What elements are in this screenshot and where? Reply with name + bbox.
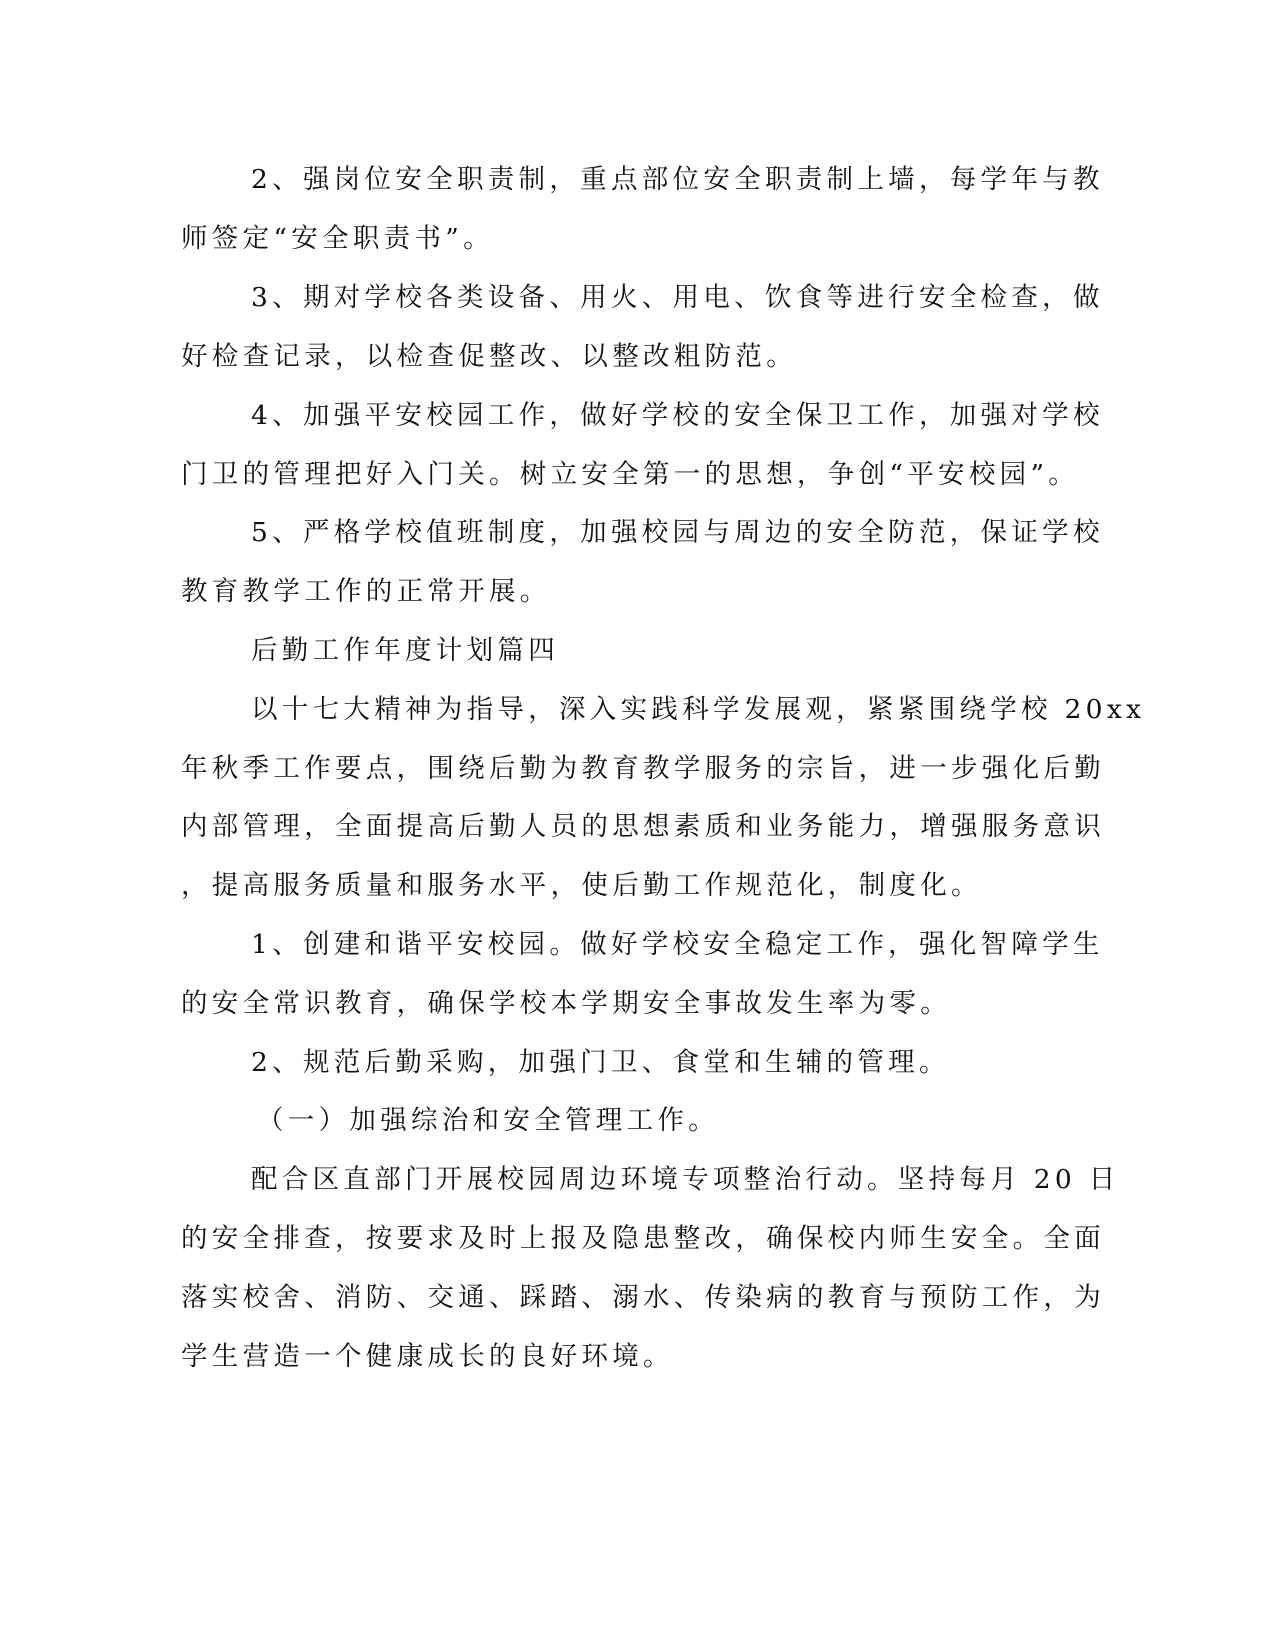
sub-heading: （一）加强综治和安全管理工作。	[257, 1105, 719, 1136]
paragraph-line: 教育教学工作的正常开展。	[181, 576, 551, 607]
paragraph-line: 年秋季工作要点，围绕后勤为教育教学服务的宗旨，进一步强化后勤	[181, 753, 1105, 784]
paragraph-line: 的安全排查，按要求及时上报及隐患整改，确保校内师生安全。全面	[181, 1223, 1105, 1254]
paragraph-line: 门卫的管理把好入门关。树立安全第一的思想，争创“平安校园”。	[181, 459, 1080, 490]
paragraph-line: 配合区直部门开展校园周边环境专项整治行动。坚持每月 20 日	[251, 1164, 1120, 1195]
paragraph-line: 师签定“安全职责书”。	[181, 223, 494, 254]
section-heading: 后勤工作年度计划篇四	[251, 635, 559, 666]
paragraph-line: 以十七大精神为指导，深入实践科学发展观，紧紧围绕学校 20xx	[251, 694, 1146, 725]
paragraph-line: 落实校舍、消防、交通、踩踏、溺水、传染病的教育与预防工作，为	[181, 1282, 1105, 1313]
paragraph-line: 1、创建和谐平安校园。做好学校安全稳定工作，强化智障学生	[251, 929, 1104, 960]
paragraph-line: 2、规范后勤采购，加强门卫、食堂和生辅的管理。	[251, 1047, 950, 1078]
paragraph-line: 好检查记录，以检查促整改、以整改粗防范。	[181, 341, 797, 372]
paragraph-line: 5、严格学校值班制度，加强校园与周边的安全防范，保证学校	[251, 517, 1104, 548]
paragraph-line: 内部管理，全面提高后勤人员的思想素质和业务能力，增强服务意识	[181, 811, 1105, 842]
paragraph-line: 2、强岗位安全职责制，重点部位安全职责制上墙，每学年与教	[251, 164, 1104, 195]
paragraph-line: 学生营造一个健康成长的良好环境。	[181, 1341, 674, 1372]
paragraph-line: 4、加强平安校园工作，做好学校的安全保卫工作，加强对学校	[251, 400, 1104, 431]
paragraph-line: ，提高服务质量和服务水平，使后勤工作规范化，制度化。	[181, 870, 982, 901]
paragraph-line: 的安全常识教育，确保学校本学期安全事故发生率为零。	[181, 988, 951, 1019]
paragraph-line: 3、期对学校各类设备、用火、用电、饮食等进行安全检查，做	[251, 282, 1104, 313]
